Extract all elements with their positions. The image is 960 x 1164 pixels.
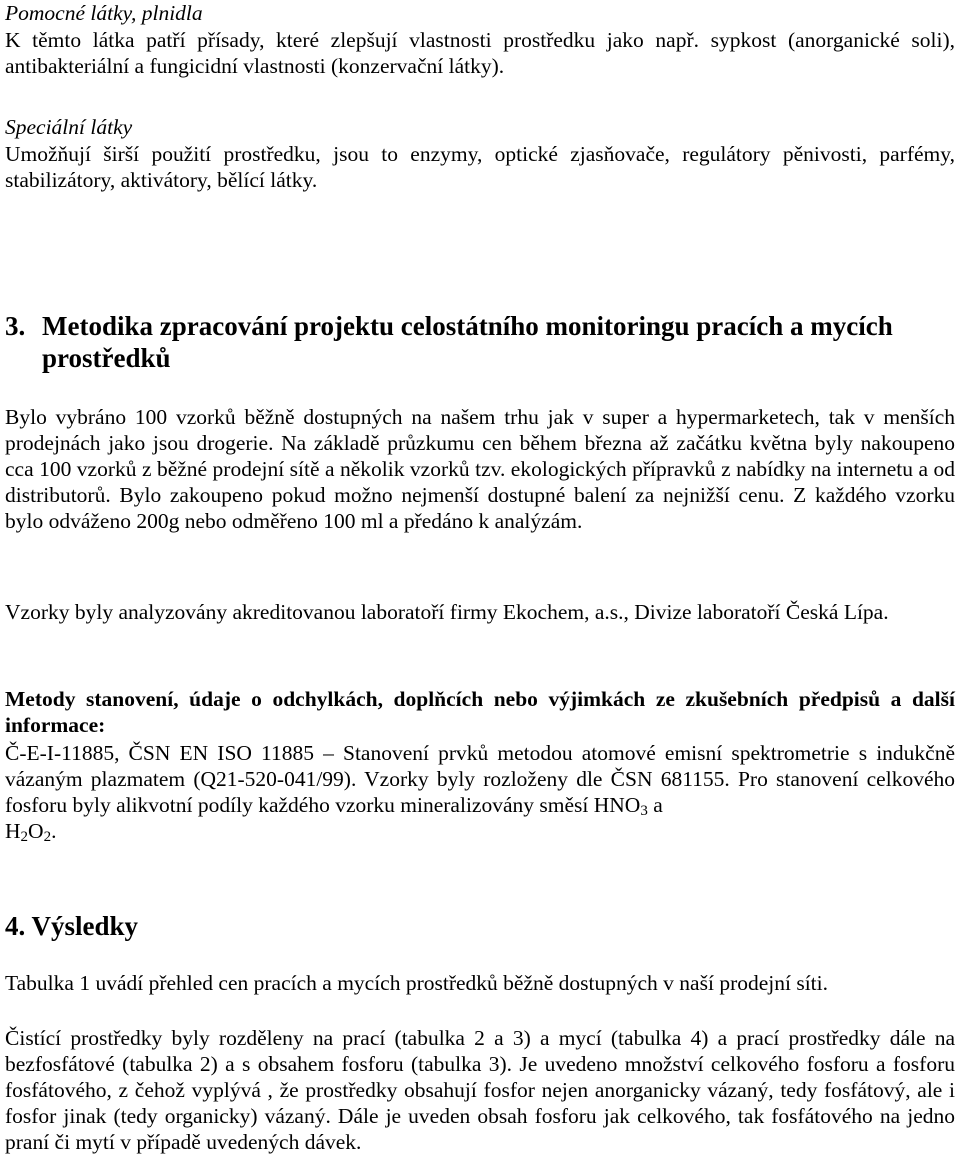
section-4-paragraph-2: Čistící prostředky byly rozděleny na prací (tabulka 2 a 3) a mycí (tabulka 4) a prací prostředky dále na bezfosfátové (tabulka 2) a s obsahem fosforu (tabulka 3). Je uvedeno množství celkového fosforu a fosforu fosfátového, z čehož vyplývá , že prostředky obsahují fosfor nejen anorganicky vázaný, tedy fosfátový, ale i fosfor jinak (tedy organicky) vázaný. Dále je uveden obsah fosforu jak celkového, tak fosfátového na jedno praní či mytí v případě uvedených dávek.: [5, 1026, 955, 1154]
section-3-paragraph-1: Bylo vybráno 100 vzorků běžně dostupných na našem trhu jak v super a hypermarketech, tak v menších prodejnách jako jsou drogerie. Na základě průzkumu cen během března až začátku května byly nakoupeno cca 100 vzorků z běžné prodejní sítě a několik vzorků tzv. ekologických přípravků z nabídky na internetu a od distributorů. Bylo zakoupeno pokud možno nejmenší dostupné balení za nejnižší cenu. Z každého vzorku bylo odváženo 200g nebo odměřeno 100 ml a předáno k analýzám.: [5, 405, 955, 533]
h2o2-h: H: [5, 819, 21, 843]
hno3-subscript: 3: [640, 803, 648, 819]
section-4-paragraph-1: Tabulka 1 uvádí přehled cen pracích a mycích prostředků běžně dostupných v naší prodejní síti.: [5, 971, 829, 995]
section-3-number: 3.: [5, 311, 26, 341]
h2o2-o-subscript: 2: [43, 829, 52, 845]
methods-body: Č-E-I-11885, ČSN EN ISO 11885 – Stanovení prvků metodou atomové emisní spektrometrie s indukčně vázaným plazmatem (Q21-520-041/99). Vzorky byly rozloženy dle ČSN 681155. Pro stanovení celkového fosforu byly alikvotní podíly každého vzorku mineralizovány směsí HNO: [5, 741, 955, 817]
pomocne-heading: Pomocné látky, plnidla: [5, 1, 203, 25]
section-3-paragraph-2: Vzorky byly analyzovány akreditovanou laboratoří firmy Ekochem, a.s., Divize laboratoří Česká Lípa.: [5, 600, 889, 624]
section-3-title: Metodika zpracování projektu celostátního monitoringu pracích a mycích prostředků: [42, 311, 893, 373]
methods-text: [5, 740, 955, 844]
and-word: a: [647, 793, 663, 817]
methods-end: .: [51, 819, 57, 843]
section-3-heading: [5, 310, 955, 374]
methods-heading: Metody stanovení, údaje o odchylkách, doplňcích nebo výjimkách ze zkušebních předpisů a další informace:: [5, 687, 955, 737]
h2o2-h-subscript: 2: [20, 829, 29, 845]
specialni-text: Umožňují širší použití prostředku, jsou to enzymy, optické zjasňovače, regulátory pěnivosti, parfémy, stabilizátory, aktivátory, bělící látky.: [5, 142, 955, 192]
specialni-heading: Speciální látky: [5, 115, 133, 139]
h2o2-o: O: [28, 819, 44, 843]
section-4-title: 4. Výsledky: [5, 911, 139, 941]
pomocne-text: K těmto látka patří přísady, které zlepšují vlastnosti prostředku jako např. sypkost (anorganické soli), antibakteriální a fungicidní vlastnosti (konzervační látky).: [5, 28, 955, 78]
